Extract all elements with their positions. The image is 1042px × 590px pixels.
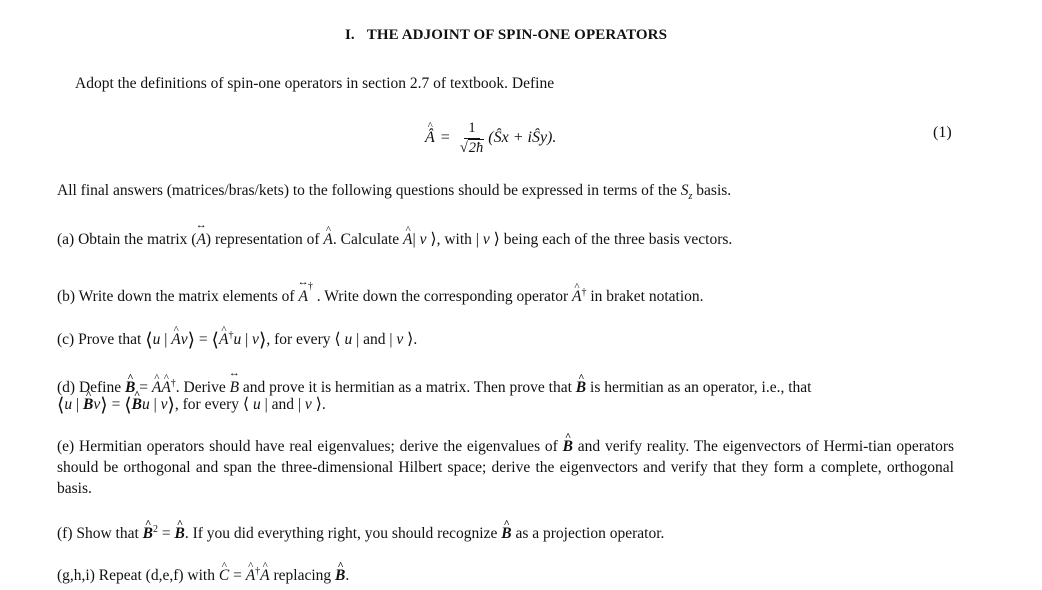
part-b-text-3: in braket notation. bbox=[590, 288, 704, 306]
eq-frac-num: 1 bbox=[464, 120, 479, 139]
part-c: (c) Prove that ⟨u | A ^v⟩ = ⟨A ^†u | v⟩, for every ⟨ u | and | v ⟩. bbox=[57, 325, 954, 351]
equation-number: (1) bbox=[933, 124, 952, 141]
part-f-text-2: . If you did everything right, you should recognize bbox=[184, 525, 498, 543]
part-c-text-1: (c) Prove that bbox=[57, 331, 142, 349]
equation-1 bbox=[425, 112, 556, 164]
part-d-text-4: is hermitian as an operator, i.e., that bbox=[590, 379, 812, 397]
part-d-text-1: (d) Define bbox=[57, 379, 122, 397]
part-b-text-1: (b) Write down the matrix elements of bbox=[57, 288, 295, 306]
basis-symbol: S bbox=[680, 182, 689, 199]
part-d-text-6: and bbox=[271, 396, 294, 413]
part-d-text-7: . bbox=[321, 396, 326, 413]
part-a: (a) Obtain the matrix (↔ A) representation of A ^. Calculate A ^| v ⟩, with | v ⟩ being each of the three basis vectors. bbox=[57, 229, 954, 250]
part-a-text-1: (a) Obtain the matrix ( bbox=[57, 231, 197, 248]
part-f-text-3: as a projection operator. bbox=[515, 525, 665, 543]
basis-sub: z bbox=[688, 191, 693, 203]
instructions-pre: All final answers (matrices/bras/kets) to the following questions should be expressed in terms of the bbox=[57, 182, 677, 199]
part-a-text-3: . Calculate bbox=[332, 231, 400, 248]
section-title: THE ADJOINT OF SPIN-ONE OPERATORS bbox=[366, 27, 668, 43]
part-ghi: (g,h,i) Repeat (d,e,f) with C ^ = A ^†A ^ replacing B ^. bbox=[57, 561, 954, 586]
part-d-line-1: (d) Define B ^ = A ^A ^†. Derive ↔ B and prove it is hermitian as a matrix. Then prove that B ^ is hermitian as an operator, i.e., that bbox=[57, 373, 954, 398]
part-ghi-text-3: . bbox=[345, 567, 350, 585]
part-f: (f) Show that B ^$^2$ = B ^. If you did everything right, you should recognize B ^ as a projection operator. bbox=[57, 519, 954, 544]
part-c-text-4: . bbox=[413, 331, 418, 349]
section-heading bbox=[0, 27, 1012, 44]
instructions-paragraph bbox=[57, 180, 954, 207]
matrix-b-symbol: ↔ B bbox=[230, 377, 239, 398]
part-ghi-text-1: (g,h,i) Repeat (d,e,f) with bbox=[57, 567, 215, 585]
eq-lhs: Â ^ bbox=[425, 129, 435, 147]
part-d-text-3: and prove it is hermitian as a matrix. Then prove that bbox=[242, 379, 572, 397]
matrix-a-dagger-symbol: ↔ A bbox=[298, 286, 307, 307]
part-f-text-1: (f) Show that bbox=[57, 525, 139, 543]
part-d-line-2: ⟨u | B ^v⟩ = ⟨B ^u | v⟩, for every ⟨ u | and | v ⟩. bbox=[57, 394, 954, 416]
intro-text: Adopt the definitions of spin-one operators in section 2.7 of textbook. Define bbox=[75, 75, 555, 92]
intro-paragraph bbox=[75, 73, 972, 94]
eq-rhs: (Ŝx + iŜy). bbox=[488, 129, 557, 146]
section-number: I. bbox=[344, 27, 355, 43]
part-e-text-2: and verify reality. The eigenvectors of Hermi-tian operators should be orthogonal and span the three-dimensional Hilbert space; derive the eigenvectors and verify that they form a complete, orthogonal basis. bbox=[57, 438, 955, 497]
eq-equals: = bbox=[440, 129, 450, 146]
part-a-text-4: , with bbox=[436, 231, 472, 248]
part-c-text-2: , for every bbox=[266, 331, 331, 349]
part-d-text-2: . Derive bbox=[175, 379, 226, 397]
part-c-text-3: and bbox=[363, 331, 386, 349]
part-b: (b) Write down the matrix elements of ↔ A† . Write down the corresponding operator A ^† in braket notation. bbox=[57, 282, 954, 307]
part-a-text-2: ) representation of bbox=[205, 231, 320, 248]
instructions-post: basis. bbox=[696, 182, 732, 199]
part-e-text-1: (e) Hermitian operators should have real eigenvalues; derive the eigenvalues of bbox=[57, 438, 558, 455]
part-d-text-5: , for every bbox=[174, 396, 239, 413]
part-ghi-text-2: replacing bbox=[273, 567, 332, 585]
part-a-text-5: being each of the three basis vectors. bbox=[503, 231, 733, 248]
part-e: (e) Hermitian operators should have real eigenvalues; derive the eigenvalues of B ^ and verify reality. The eigenvectors of Hermi-tian operators should be orthogonal and span the three-dimensional Hilbert space; derive the eigenvectors and verify that they form a complete, orthogonal basis. bbox=[57, 436, 954, 499]
part-b-text-2: . Write down the corresponding operator bbox=[316, 288, 569, 306]
eq-frac-den: √2ħ bbox=[459, 139, 484, 156]
matrix-a-symbol: ↔ A bbox=[196, 229, 205, 250]
eq-fraction bbox=[460, 120, 484, 157]
